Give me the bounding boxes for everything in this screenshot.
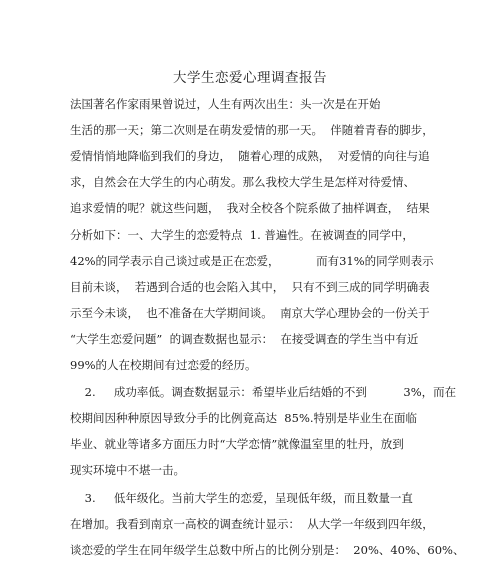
paragraph-line: 现实环境中不堪一击。: [70, 463, 185, 477]
paragraph-line: 生活的那一天；第二次则是在萌发爱情的那一天。 伴随着青春的脚步，: [70, 123, 434, 137]
paragraph-line: 校期间因种种原因导致分手的比例竟高达 85%.特别是毕业生在面临: [70, 411, 418, 425]
paragraph-line: 求，自然会在大学生的内心萌发。那么我校大学生是怎样对待爱情、: [70, 175, 415, 189]
paragraph-line: 在增加。我看到南京一高校的调查统计显示： 从大学一年级到四年级，: [70, 517, 434, 531]
paragraph-line: 3. 低年级化。当前大学生的恋爱，呈现低年级，而且数量一直: [70, 491, 413, 505]
paragraph-line: 追求爱情的呢？就这些问题， 我对全校各个院系做了抽样调查， 结果: [70, 201, 430, 215]
paragraph-line: 目前未谈， 若遇到合适的也会陷入其中， 只有不到三成的同学明确表: [70, 280, 430, 294]
paragraph-line: 法国著名作家雨果曾说过，人生有两次出生：头一次是在开始: [70, 97, 381, 111]
paragraph-line: 分析如下：一、大学生的恋爱特点 1. 普遍性。在被调查的同学中，: [70, 228, 414, 242]
document-title: 大学生恋爱心理调查报告: [173, 70, 327, 86]
paragraph-line: 爱情悄悄地降临到我们的身边， 随着心理的成熟， 对爱情的向往与追: [70, 149, 430, 163]
paragraph-line: 谈恋爱的学生在同年级学生总数中所占的比例分别是： 20%、40%、60%、: [70, 543, 465, 557]
paragraph-line: 示至今未谈， 也不准备在大学期间谈。 南京大学心理协会的一份关于: [70, 306, 430, 320]
paragraph-line: 42%的同学表示自己谈过或是正在恋爱， 而有31%的同学则表示: [70, 254, 434, 268]
paragraph-line: 99%的人在校期间有过恋爱的经历。: [70, 358, 257, 372]
paragraph-line: 毕业、就业等诸多方面压力时“大学恋情”就像温室里的牡丹，放到: [70, 437, 404, 451]
paragraph-line: “大学生恋爱问题” 的调查数据也显示： 在接受调查的学生当中有近: [70, 332, 419, 346]
paragraph-line: 2. 成功率低。调查数据显示：希望毕业后结婚的不到 3%，而在: [70, 385, 457, 399]
